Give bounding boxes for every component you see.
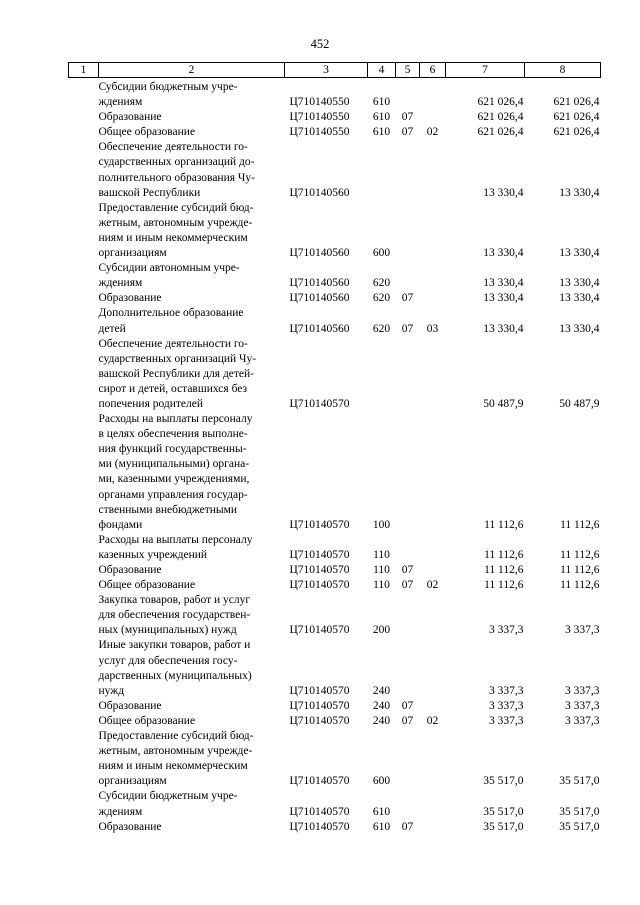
expense-type [368,337,396,412]
target-code: Ц710140570 [289,518,350,531]
expense-type: 610 [372,96,391,109]
row-name [99,337,285,412]
empty-cell [69,110,99,125]
row-name-line: полнительного образования Чу- [98,171,255,184]
empty-cell [69,729,99,789]
amount-col7: 3 337,3 [489,624,524,637]
section-code [396,412,420,533]
row-name-line: фондами [98,518,143,531]
amount-col7: 3 337,3 [489,714,524,727]
column-header: 1 [69,63,99,78]
expense-type: 610 [372,805,391,818]
subsection-code [420,201,446,261]
row-name [99,78,285,111]
row-name [99,533,285,563]
expense-type: 610 [372,111,391,124]
subsection-code [420,593,446,638]
column-header: 6 [420,63,446,78]
subsection-code: 02 [426,579,439,592]
section-code: 07 [401,699,414,712]
row-name [99,306,285,336]
expense-type [368,140,396,200]
table-row [69,563,601,578]
target-code: Ц710140550 [289,111,350,124]
row-name-line: ных (муниципальных) нужд [98,624,237,637]
expense-type: 110 [373,548,390,561]
subsection-code [420,533,446,563]
table-row [69,125,601,140]
amount-col7: 13 330,4 [483,322,524,335]
row-name-line: ниям и иным некоммерческим [98,760,248,773]
subsection-code: 03 [426,322,439,335]
subsection-code [420,110,446,125]
empty-cell [69,261,99,291]
row-name [99,729,285,789]
row-name [99,563,285,578]
empty-cell [69,306,99,336]
amount-col7: 621 026,4 [477,126,524,139]
row-name-line: ния функций государственны- [98,443,247,456]
amount-col7: 13 330,4 [483,277,524,290]
target-code: Ц710140570 [289,699,350,712]
row-name-line: нужд [98,684,125,697]
amount-col8: 11 112,6 [560,564,600,576]
subsection-code [420,337,446,412]
subsection-code [420,140,446,200]
target-code: Ц710140570 [289,714,350,727]
table-row [69,412,601,533]
empty-cell [69,412,99,533]
row-name [99,789,285,819]
amount-col7: 11 112,6 [484,579,524,592]
amount-col8: 3 337,3 [565,624,600,637]
empty-cell [69,78,99,111]
expense-type: 240 [372,684,391,697]
amount-col8: 35 517,0 [559,805,600,818]
row-name-line: попечения родителей [98,397,204,410]
row-name-line: Субсидии бюджетным учре- [98,790,238,803]
amount-col7: 3 337,3 [489,684,524,697]
amount-col8: 35 517,0 [559,820,600,833]
row-name-line: Образование [98,699,162,712]
expense-type: 620 [372,277,391,290]
empty-cell [69,638,99,698]
row-name-line: сирот и детей, оставшихся без [98,382,248,395]
empty-cell [69,563,99,578]
row-name-line: сударственных организаций Чу- [98,352,257,365]
table-row [69,201,601,261]
table-body [69,78,601,835]
amount-col8: 11 112,6 [560,548,600,561]
section-code: 07 [401,564,414,576]
empty-cell [69,789,99,819]
amount-col8: 3 337,3 [565,699,600,712]
amount-col8: 621 026,4 [553,111,600,124]
row-name-line: в целях обеспечения выполне- [98,428,248,441]
subsection-code [420,261,446,291]
empty-cell [69,140,99,200]
expense-type: 620 [372,322,391,335]
subsection-code [420,78,446,111]
target-code: Ц710140570 [289,684,350,697]
subsection-code [420,699,446,714]
subsection-code: 02 [426,126,439,139]
amount-col8: 11 112,6 [560,518,600,531]
row-name-line: Предоставление субсидий бюд- [98,201,254,214]
empty-cell [69,201,99,261]
expense-type: 610 [372,820,391,833]
target-code: Ц710140570 [289,775,350,788]
section-code: 07 [401,126,414,139]
row-name-line: ждениям [98,96,143,109]
row-name-line: Расходы на выплаты персоналу [98,533,253,546]
section-code [396,78,420,111]
column-header: 3 [285,63,368,78]
subsection-code [420,638,446,698]
target-code: Ц710140550 [289,126,350,139]
amount-col8: 50 487,9 [559,397,600,410]
row-name-line: Субсидии бюджетным учре- [98,81,238,93]
table-row [69,78,601,111]
subsection-code [420,789,446,819]
expense-type: 240 [372,699,391,712]
amount-col8: 13 330,4 [559,322,600,335]
amount-col7: 50 487,9 [483,397,524,410]
table-row [69,337,601,412]
amount-col7: 35 517,0 [483,805,524,818]
amount-col7: 35 517,0 [483,775,524,788]
amount-col7: 11 112,6 [484,564,524,576]
table-row [69,578,601,593]
amount-col8: 3 337,3 [565,684,600,697]
row-name-line: ниям и иным некоммерческим [98,231,248,244]
section-code [396,140,420,200]
section-code [396,638,420,698]
row-name-line: Образование [98,111,162,124]
expense-type: 600 [372,247,391,260]
row-name [99,140,285,200]
table-header-row [69,63,601,78]
row-name-line: организациям [98,775,167,788]
row-name-line: ми, казенными учреждениями, [98,473,250,486]
table-row [69,789,601,819]
table-row [69,533,601,563]
section-code: 07 [401,579,414,592]
row-name-line: Образование [98,564,162,576]
row-name-line: организациям [98,247,167,260]
target-code: Ц710140570 [289,624,350,637]
target-code: Ц710140570 [289,820,350,833]
table-row [69,699,601,714]
row-name-line: Общее образование [98,714,196,727]
row-name-line: Обеспечение деятельности го- [98,337,248,350]
section-code: 07 [401,111,414,124]
row-name-line: ственными внебюджетными [98,503,238,516]
column-header: 5 [396,63,420,78]
amount-col8: 13 330,4 [559,277,600,290]
section-code [396,261,420,291]
amount-col8: 11 112,6 [560,579,600,592]
table-row [69,140,601,200]
column-header: 2 [99,63,285,78]
row-name-line: для обеспечения государствен- [98,609,251,622]
amount-col8: 13 330,4 [559,186,600,199]
table-row [69,110,601,125]
row-name-line: жетным, автономным учрежде- [98,745,253,758]
target-code: Ц710140560 [289,277,350,290]
empty-cell [69,593,99,638]
row-name [99,125,285,140]
row-name [99,261,285,291]
row-name-line: Обеспечение деятельности го- [98,141,248,154]
section-code: 07 [401,820,414,833]
table-row [69,593,601,638]
row-name-line: Общее образование [98,579,196,592]
row-name [99,412,285,533]
row-name-line: вашской Республики [98,186,201,199]
target-code: Ц710140570 [289,805,350,818]
row-name-line: органами управления государ- [98,488,248,501]
target-code: Ц710140570 [289,548,350,561]
row-name-line: Иные закупки товаров, работ и [98,639,251,652]
subsection-code [420,563,446,578]
empty-cell [69,291,99,306]
target-code: Ц710140560 [289,292,350,305]
empty-cell [69,820,99,835]
target-code: Ц710140570 [289,564,350,576]
budget-table [68,62,601,835]
amount-col8: 13 330,4 [559,247,600,260]
amount-col7: 13 330,4 [483,186,524,199]
section-code [396,337,420,412]
target-code: Ц710140560 [289,186,350,199]
amount-col7: 621 026,4 [477,111,524,124]
table-row [69,261,601,291]
section-code: 07 [401,292,414,305]
amount-col7: 13 330,4 [483,247,524,260]
column-header: 8 [525,63,601,78]
table-row [69,729,601,789]
row-name [99,638,285,698]
row-name-line: Дополнительное образование [98,307,244,320]
section-code [396,533,420,563]
empty-cell [69,578,99,593]
subsection-code [420,729,446,789]
empty-cell [69,125,99,140]
row-name-line: Закупка товаров, работ и услуг [98,594,251,607]
section-code [396,729,420,789]
row-name [99,714,285,729]
row-name [99,578,285,593]
section-code [396,789,420,819]
subsection-code: 02 [426,714,439,727]
row-name [99,699,285,714]
column-header: 7 [446,63,525,78]
row-name [99,820,285,835]
row-name-line: ждениям [98,277,143,290]
expense-type: 600 [372,775,391,788]
amount-col7: 11 112,6 [484,548,524,561]
row-name-line: услуг для обеспечения госу- [98,654,238,667]
target-code: Ц710140560 [289,322,350,335]
amount-col7: 35 517,0 [483,820,524,833]
empty-cell [69,337,99,412]
expense-type: 110 [373,579,390,592]
section-code: 07 [401,714,414,727]
amount-col8: 35 517,0 [559,775,600,788]
subsection-code [420,412,446,533]
amount-col8: 621 026,4 [553,126,600,139]
amount-col8: 621 026,4 [553,96,600,109]
row-name-line: жетным, автономным учрежде- [98,216,253,229]
table-row [69,291,601,306]
row-name-line: Общее образование [98,126,196,139]
row-name-line: детей [98,322,126,335]
row-name-line: Субсидии автономным учре- [98,262,240,275]
subsection-code [420,291,446,306]
amount-col7: 3 337,3 [489,699,524,712]
table-row [69,306,601,336]
section-code [396,201,420,261]
amount-col7: 11 112,6 [484,518,524,531]
expense-type: 240 [372,714,391,727]
section-code [396,593,420,638]
row-name-line: ми (муниципальными) органа- [98,458,250,471]
amount-col7: 621 026,4 [477,96,524,109]
empty-cell [69,699,99,714]
column-header: 4 [368,63,396,78]
expense-type: 620 [372,292,391,305]
target-code: Ц710140570 [289,579,350,592]
row-name-line: Образование [98,820,162,833]
table-row [69,820,601,835]
row-name [99,110,285,125]
table-row [69,714,601,729]
target-code: Ц710140560 [289,247,350,260]
subsection-code [420,820,446,835]
table-row [69,638,601,698]
row-name-line: сударственных организаций до- [98,156,255,169]
row-name-line: ждениям [98,805,143,818]
amount-col8: 13 330,4 [559,292,600,305]
row-name-line: Предоставление субсидий бюд- [98,730,254,743]
row-name [99,593,285,638]
page-number: 452 [310,37,330,51]
expense-type: 110 [373,564,390,576]
amount-col7: 13 330,4 [483,292,524,305]
section-code: 07 [401,322,414,335]
row-name [99,201,285,261]
row-name-line: дарственных (муниципальных) [98,669,252,682]
target-code: Ц710140570 [289,397,350,410]
row-name-line: Расходы на выплаты персоналу [98,413,253,426]
target-code: Ц710140550 [289,96,350,109]
row-name-line: казенных учреждений [98,548,208,561]
empty-cell [69,533,99,563]
expense-type: 200 [372,624,391,637]
amount-col8: 3 337,3 [565,714,600,727]
row-name-line: вашской Республики для детей- [98,367,255,380]
empty-cell [69,714,99,729]
row-name [99,291,285,306]
expense-type: 610 [372,126,391,139]
expense-type: 100 [372,518,391,531]
row-name-line: Образование [98,292,162,305]
